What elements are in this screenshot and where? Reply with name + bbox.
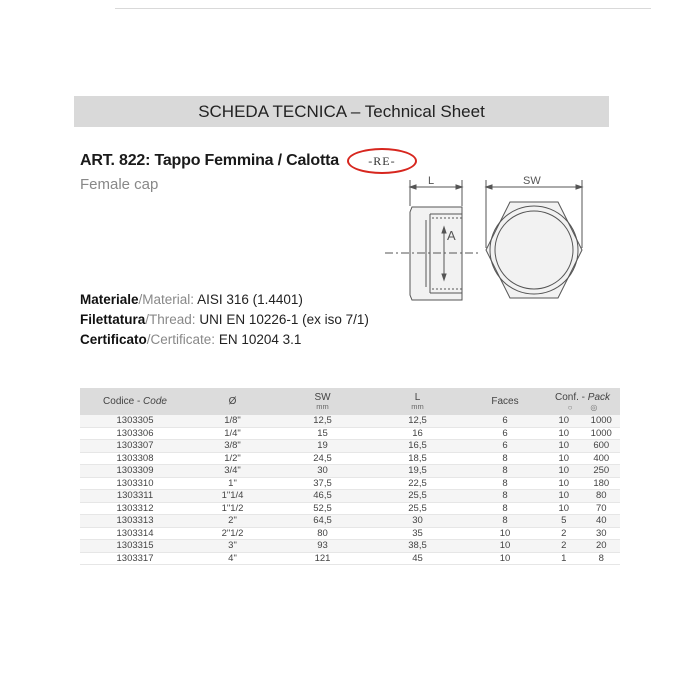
cell-conf-outer: 250 xyxy=(593,465,610,476)
cell-conf-outer: 1000 xyxy=(590,427,612,439)
cell-conf-inner: 10 xyxy=(558,477,570,489)
cell-code: 1303308 xyxy=(80,452,190,465)
cell-diameter: 3" xyxy=(190,540,275,553)
cell-sw: 46,5 xyxy=(275,490,370,503)
cell-diameter: 1/4" xyxy=(190,427,275,440)
cell-conf-inner: 10 xyxy=(558,427,570,439)
cell-pack xyxy=(545,477,620,490)
cell-sw: 121 xyxy=(275,552,370,565)
cell-conf-inner: 1 xyxy=(561,552,567,564)
spec-certificate: Certificato/Certificate: EN 10204 3.1 xyxy=(80,332,302,347)
cell-conf-outer: 8 xyxy=(598,552,604,564)
cell-conf-outer: 20 xyxy=(595,540,607,551)
cell-faces: 6 xyxy=(465,427,545,440)
cell-sw: 24,5 xyxy=(275,452,370,465)
cell-l: 19,5 xyxy=(370,465,465,478)
cell-sw: 30 xyxy=(275,465,370,478)
cell-pack xyxy=(545,540,620,553)
article-subtitle: Female cap xyxy=(80,176,159,193)
table-row xyxy=(80,527,620,540)
cell-sw: 52,5 xyxy=(275,502,370,515)
logo-text: -RE- xyxy=(368,153,396,168)
cell-sw: 12,5 xyxy=(275,415,370,427)
cell-pack xyxy=(545,452,620,465)
cell-conf-outer: 80 xyxy=(595,490,607,501)
cell-code: 1303305 xyxy=(80,415,190,427)
inner-pack-icon: ○ xyxy=(567,402,573,412)
cell-conf-outer: 400 xyxy=(593,452,610,464)
cell-diameter: 2"1/2 xyxy=(190,527,275,540)
cell-faces: 8 xyxy=(465,490,545,503)
col-header-diameter: Ø xyxy=(228,396,237,407)
cell-code: 1303317 xyxy=(80,552,190,565)
brand-logo xyxy=(347,148,417,174)
cell-faces: 6 xyxy=(465,415,545,427)
cell-l: 25,5 xyxy=(370,490,465,503)
cell-diameter: 3/4" xyxy=(190,465,275,478)
cell-diameter: 2" xyxy=(190,515,275,528)
cell-faces: 8 xyxy=(465,477,545,490)
cell-conf-inner: 2 xyxy=(561,540,567,551)
cell-sw: 93 xyxy=(275,540,370,553)
cell-code: 1303315 xyxy=(80,540,190,553)
cell-conf-inner: 2 xyxy=(561,527,567,539)
cell-l: 30 xyxy=(370,515,465,528)
col-header-sw: SW mm xyxy=(314,392,331,411)
banner-title: SCHEDA TECNICA – Technical Sheet xyxy=(198,101,485,121)
cell-conf-outer: 40 xyxy=(595,515,607,526)
cell-sw: 15 xyxy=(275,427,370,440)
cell-sw: 64,5 xyxy=(275,515,370,528)
cell-pack xyxy=(545,415,620,427)
cell-diameter: 3/8" xyxy=(190,440,275,453)
dim-label-l: L xyxy=(428,175,435,187)
cell-faces: 6 xyxy=(465,440,545,453)
cell-code: 1303311 xyxy=(80,490,190,503)
cell-diameter: 1" xyxy=(190,477,275,490)
cell-pack xyxy=(545,465,620,478)
cell-conf-outer: 70 xyxy=(595,502,607,514)
table-row xyxy=(80,552,620,565)
outer-pack-icon: ◎ xyxy=(590,402,598,412)
cell-conf-inner: 10 xyxy=(558,452,570,464)
cell-l: 38,5 xyxy=(370,540,465,553)
cell-diameter: 1"1/4 xyxy=(190,490,275,503)
cell-faces: 10 xyxy=(465,527,545,540)
cell-l: 45 xyxy=(370,552,465,565)
cell-conf-outer: 180 xyxy=(593,477,610,489)
cell-pack xyxy=(545,552,620,565)
cell-sw: 19 xyxy=(275,440,370,453)
table-row xyxy=(80,452,620,465)
cell-conf-inner: 5 xyxy=(561,515,567,526)
cell-l: 12,5 xyxy=(370,415,465,427)
cell-faces: 10 xyxy=(465,540,545,553)
dimensions-table xyxy=(80,388,620,565)
cell-diameter: 1"1/2 xyxy=(190,502,275,515)
cell-sw: 80 xyxy=(275,527,370,540)
cell-conf-outer: 1000 xyxy=(590,415,612,426)
table-body xyxy=(80,415,620,565)
cell-l: 16,5 xyxy=(370,440,465,453)
dim-label-a: A xyxy=(447,228,456,243)
cell-faces: 8 xyxy=(465,515,545,528)
cell-conf-inner: 10 xyxy=(558,490,570,501)
cell-l: 25,5 xyxy=(370,502,465,515)
table-row xyxy=(80,540,620,553)
spec-thread: Filettatura/Thread: UNI EN 10226-1 (ex iso 7/1) xyxy=(80,312,369,327)
cell-code: 1303309 xyxy=(80,465,190,478)
col-header-l: L mm xyxy=(411,392,424,411)
table-row xyxy=(80,427,620,440)
cell-code: 1303306 xyxy=(80,427,190,440)
cell-diameter: 1/8" xyxy=(190,415,275,427)
cell-pack xyxy=(545,502,620,515)
title-row xyxy=(80,148,417,174)
cell-pack xyxy=(545,427,620,440)
cell-pack xyxy=(545,490,620,503)
spec-material: Materiale/Material: AISI 316 (1.4401) xyxy=(80,292,303,307)
cell-conf-inner: 10 xyxy=(558,465,570,476)
technical-drawing xyxy=(380,172,590,307)
cell-conf-inner: 10 xyxy=(558,415,570,426)
table-row xyxy=(80,415,620,427)
specifications xyxy=(80,290,369,350)
cell-conf-inner: 10 xyxy=(558,502,570,514)
dim-label-sw: SW xyxy=(523,175,541,187)
cell-l: 35 xyxy=(370,527,465,540)
cell-code: 1303312 xyxy=(80,502,190,515)
front-view-drawing xyxy=(486,180,582,298)
col-header-code: Codice - Code xyxy=(103,396,167,407)
article-title: ART. 822: Tappo Femmina / Calotta xyxy=(80,152,339,169)
table-row xyxy=(80,515,620,528)
cell-conf-inner: 10 xyxy=(558,440,570,451)
cell-diameter: 1/2" xyxy=(190,452,275,465)
cell-conf-outer: 600 xyxy=(593,440,610,451)
cell-faces: 8 xyxy=(465,452,545,465)
cell-conf-outer: 30 xyxy=(595,527,607,539)
cell-l: 18,5 xyxy=(370,452,465,465)
cell-faces: 8 xyxy=(465,502,545,515)
table-row xyxy=(80,440,620,453)
cell-code: 1303314 xyxy=(80,527,190,540)
sheet-banner xyxy=(74,96,609,127)
table-row xyxy=(80,465,620,478)
cell-pack xyxy=(545,515,620,528)
table-row xyxy=(80,490,620,503)
cell-code: 1303307 xyxy=(80,440,190,453)
cell-l: 22,5 xyxy=(370,477,465,490)
side-view-drawing xyxy=(385,180,480,300)
cell-pack xyxy=(545,527,620,540)
cell-faces: 8 xyxy=(465,465,545,478)
cell-diameter: 4" xyxy=(190,552,275,565)
cell-pack xyxy=(545,440,620,453)
cell-l: 16 xyxy=(370,427,465,440)
cell-sw: 37,5 xyxy=(275,477,370,490)
table-row xyxy=(80,502,620,515)
col-header-pack: Conf. - Pack ○ ◎ xyxy=(554,391,611,412)
col-header-faces: Faces xyxy=(491,396,519,407)
cell-faces: 10 xyxy=(465,552,545,565)
cell-code: 1303310 xyxy=(80,477,190,490)
table-header-row xyxy=(80,388,620,415)
table-row xyxy=(80,477,620,490)
top-divider xyxy=(115,8,651,9)
cell-code: 1303313 xyxy=(80,515,190,528)
